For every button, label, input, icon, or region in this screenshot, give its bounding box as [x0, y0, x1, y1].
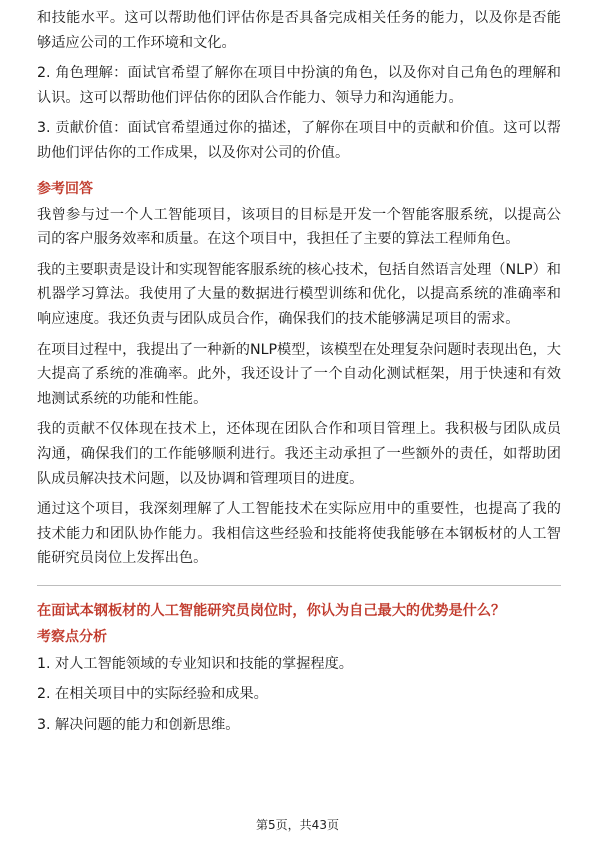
answer-paragraph-2: 我的主要职责是设计和实现智能客服系统的核心技术，包括自然语言处理（NLP）和机器学习算法。我使用了大量的数据进行模型训练和优化，以提高系统的准确率和响应速度。我还负责与团队成员合作，确保我们的技术能够满足项目的需求。: [37, 261, 561, 327]
analysis-item-3: 3. 解决问题的能力和创新思维。: [37, 717, 240, 734]
answer-paragraph-1: 我曾参与过一个人工智能项目，该项目的目标是开发一个智能客服系统，以提高公司的客户服务效率和质量。在这个项目中，我担任了主要的算法工程师角色。: [37, 206, 561, 248]
answer-paragraph-3: 在项目过程中，我提出了一种新的NLP模型，该模型在处理复杂问题时表现出色，大大提高了系统的准确率。此外，我还设计了一个自动化测试框架，用于快速和有效地测试系统的功能和性能。: [37, 341, 561, 407]
analysis-heading: 考察点分析: [37, 628, 107, 645]
intro-paragraph-3: 3. 贡献价值：面试官希望通过你的描述，了解你在项目中的贡献和价值。这可以帮助他们评估你的工作成果，以及你对公司的价值。: [37, 120, 561, 161]
reference-answer-heading: 参考回答: [37, 180, 93, 197]
page-footer: 第5页，共43页: [256, 818, 339, 832]
next-question: 在面试本钢板材的人工智能研究员岗位时，你认为自己最大的优势是什么？: [37, 602, 506, 619]
answer-paragraph-5: 通过这个项目，我深刻理解了人工智能技术在实际应用中的重要性，也提高了我的技术能力和团队协作能力。我相信这些经验和技能将使我能够在本钢板材的人工智能研究员岗位上发挥出色。: [37, 501, 561, 567]
intro-paragraph-1: 和技能水平。这可以帮助他们评估你是否具备完成相关任务的能力，以及你是否能够适应公司的工作环境和文化。: [37, 10, 561, 51]
analysis-item-1: 1. 对人工智能领域的专业知识和技能的掌握程度。: [37, 655, 353, 672]
intro-paragraph-2: 2. 角色理解：面试官希望了解你在项目中扮演的角色，以及你对自己角色的理解和认识。这可以帮助他们评估你的团队合作能力、领导力和沟通能力。: [37, 65, 561, 106]
analysis-item-2: 2. 在相关项目中的实际经验和成果。: [37, 686, 268, 703]
answer-paragraph-4: 我的贡献不仅体现在技术上，还体现在团队合作和项目管理上。我积极与团队成员沟通，确保我们的工作能够顺利进行。我还主动承担了一些额外的责任，如帮助团队成员解决技术问题，以及协调和管理项目的进度。: [37, 421, 561, 487]
document-page: [37, 0, 561, 738]
